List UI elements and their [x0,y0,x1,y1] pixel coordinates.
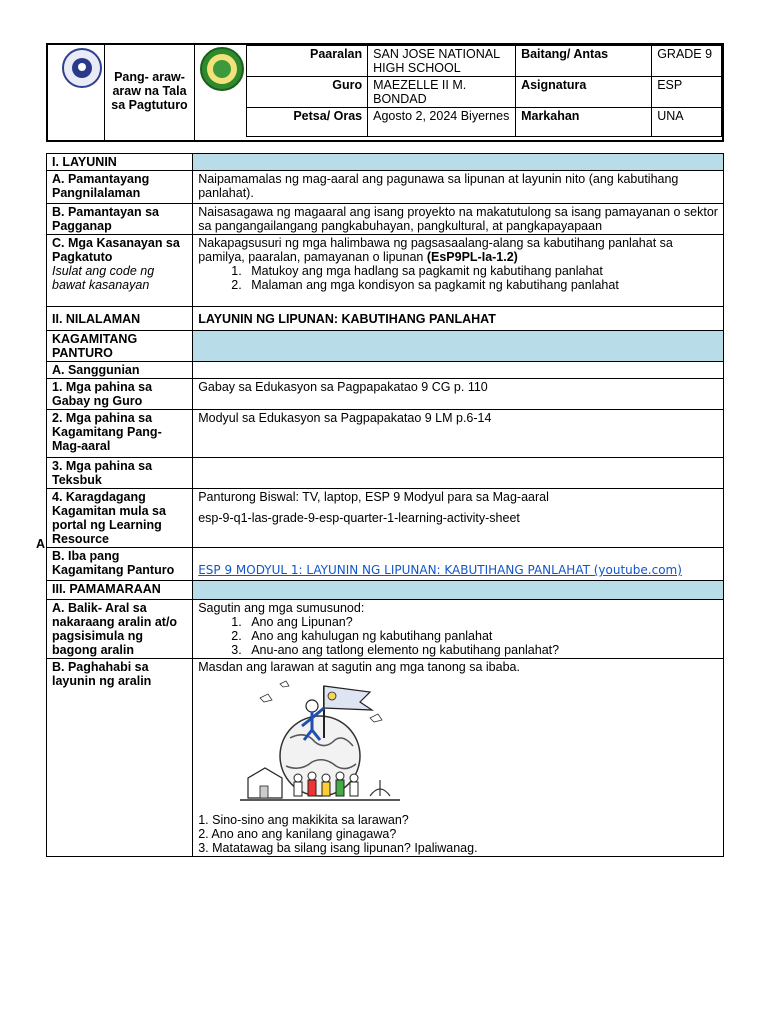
additional-materials-content [193,489,724,548]
competencies-sub: Isulat ang code ng bawat kasanayan [52,264,155,292]
learner-material-text: Modyul sa Edukasyon sa Pagpapakatao 9 LM p.6-14 [193,410,724,458]
competency-list [198,264,718,292]
learner-material-label: 2. Mga pahina sa Kagamitang Pang-Mag-aaral [47,410,193,458]
motivation-content [193,659,724,857]
performance-standard-label: B. Pamantayan sa Pagganap [47,204,193,235]
other-materials-label: B. Iba pang Kagamitang Panturo [47,548,193,581]
other-materials-cell [193,548,724,581]
quarter-label: Markahan [516,108,652,137]
grade-value: GRADE 9 [652,46,722,77]
motivation-question-1: 1. Sino-sino ang makikita sa larawan? [198,813,409,827]
additional-materials-text1: Panturong Biswal: TV, laptop, ESP 9 Modyul para sa Mag-aaral [198,490,549,504]
side-letter: A [36,537,46,551]
performance-standard-text: Naisasagawa ng magaaral ang isang proyekto na makatutulong sa isang pamayanan o sektor sa pangangailangang pangkabuhayan, pangkultural, at pangkapayapaan [193,204,724,235]
teacher-guide-text: Gabay sa Edukasyon sa Pagpapakatao 9 CG p. 110 [193,379,724,410]
date-label: Petsa/ Oras [247,108,368,137]
competencies-label: C. Mga Kasanayan sa Pagkatuto [52,236,180,264]
content-standard-text: Naipamamalas ng mag-aaral ang pagunawa sa lipunan at layunin nito (ang kabutihang panlahat). [193,171,724,204]
competencies-text: Nakapagsusuri ng mga halimbawa ng pagsasaalang-alang sa kabutihang panlahat sa pamilya, paaralan, pamayanan o lipunan [198,236,673,264]
sanggunian-label: A. Sanggunian [47,362,193,379]
review-intro: Sagutin ang mga sumusunod: [198,601,365,615]
lesson-plan-table [46,153,724,857]
motivation-intro: Masdan ang larawan at sagutin ang mga tanong sa ibaba. [198,660,520,674]
youtube-link[interactable]: ESP 9 MODYUL 1: LAYUNIN NG LIPUNAN: KABUTIHANG PANLAHAT (youtube.com) [198,563,682,577]
competencies-content [193,235,724,307]
additional-materials-text2: esp-9-q1-las-grade-9-esp-quarter-1-learning-activity-sheet [198,511,520,525]
teacher-label: Guro [247,77,368,108]
motivation-question-3: 3. Matatawag ba silang isang lipunan? Ipaliwanag. [198,841,478,855]
date-value: Agosto 2, 2024 Biyernes [368,108,516,137]
school-value: SAN JOSE NATIONAL HIGH SCHOOL [368,46,516,77]
motivation-question-2: 2. Ano ano ang kanilang ginagawa? [198,827,397,841]
school-seal-icon [200,47,244,91]
deped-seal-icon [62,48,102,88]
review-label: A. Balik- Aral sa nakaraang aralin at/o pagsisimula ng bagong aralin [47,600,193,659]
kagamitan-fill [193,331,724,362]
subject-value: ESP [652,77,722,108]
review-list [198,615,718,657]
list-item: 2. Malaman ang mga kondisyon sa pagkamit ng kabutihang panlahat [245,278,718,292]
layunin-heading: I. LAYUNIN [47,154,193,171]
quarter-value: UNA [652,108,722,137]
community-illustration-icon [220,678,420,806]
teacher-value: MAEZELLE II M. BONDAD [368,77,516,108]
list-item: 1. Ano ang Lipunan? [245,615,718,629]
review-content [193,600,724,659]
school-label: Paaralan [247,46,368,77]
subject-label: Asignatura [516,77,652,108]
list-item: 2. Ano ang kahulugan ng kabutihang panlahat [245,629,718,643]
nilalaman-text: LAYUNIN NG LIPUNAN: KABUTIHANG PANLAHAT [193,307,724,331]
list-item: 1. Matukoy ang mga hadlang sa pagkamit ng kabutihang panlahat [245,264,718,278]
pamamaraan-heading: III. PAMAMARAAN [47,581,193,600]
teacher-guide-label: 1. Mga pahina sa Gabay ng Guro [47,379,193,410]
textbook-empty [193,458,724,489]
competencies-cell [47,235,193,307]
additional-materials-label: 4. Karagdagang Kagamitan mula sa portal ng Learning Resource [47,489,193,548]
layunin-fill [193,154,724,171]
pamamaraan-fill [193,581,724,600]
nilalaman-label: II. NILALAMAN [47,307,193,331]
header-box [46,43,724,142]
document-title: Pang- araw-araw na Tala sa Pagtuturo [104,45,195,140]
grade-label: Baitang/ Antas [516,46,652,77]
list-item: 3. Anu-ano ang tatlong elemento ng kabutihang panlahat? [245,643,718,657]
kagamitan-heading: KAGAMITANG PANTURO [47,331,193,362]
textbook-label: 3. Mga pahina sa Teksbuk [47,458,193,489]
content-standard-label: A. Pamantayang Pangnilalaman [47,171,193,204]
competency-code: (EsP9PL-Ia-1.2) [426,250,518,264]
motivation-label: B. Paghahabi sa layunin ng aralin [47,659,193,857]
header-info-table [246,45,722,137]
sanggunian-empty [193,362,724,379]
